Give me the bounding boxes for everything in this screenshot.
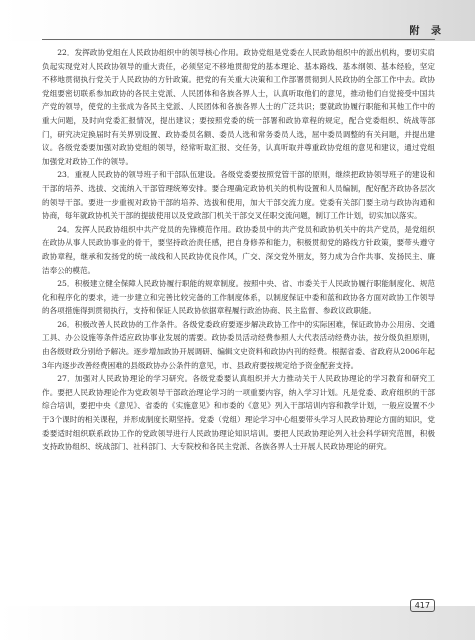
- running-header-title: 附 录: [409, 26, 445, 37]
- paragraph-26: 26．积极改善人民政协的工作条件。各级党委政府要逐步解决政协工作中的实际困难，保证政协办公用房、交通工具、办公设施等条件适应政协事业发展的需要。政协委员活动经费参照人大代表活动经费办法，按分级负担原则，由各级财政分别给予解决。逐步增加政协开展调研、编辑文史资料和政协内刊的经费。根据省委、省政府从2006年起3年内逐步改善经费困难的县级政协办公条件的意见，市、县政府要按规定给予资金配套支持。: [42, 319, 435, 370]
- paragraph-27: 27．加强对人民政协理论的学习研究。各级党委要认真组织并大力推动关于人民政协理论的学习教育和研究工作。要把人民政协理论作为党政领导干部政治理论学习的一项重要内容，纳入学习计划。凡是党委、政府组织的干部综合培训，要把中央《意见》、省委的《实施意见》和市委的《意见》列入干部培训内容和教学计划，一般应设置不少于3个课时的相关课程，并形成制度长期坚持。党委（党组）理论学习中心组要带头学习人民政协理论方面的知识，党委要适时组织联系政协工作的党政领导进行人民政协理论知识培训。要把人民政协理论列入社会科学研究范围，积极支持政协组织、统战部门、社科部门、大专院校和各民主党派、各族各界人士开展人民政协理论的研究。: [42, 374, 435, 452]
- paragraph-22: 22．发挥政协党组在人民政协组织中的领导核心作用。政协党组是党委在人民政协组织中的派出机构，要切实肩负起实现党对人民政协领导的重大责任，必须坚定不移地贯彻党的基本理论、基本路线、基本纲领、基本经验，坚定不移地贯彻执行党关于人民政协的方针政策。把党的有关重大决策和工作部署贯彻到人民政协的全部工作中去。政协党组要密切联系参加政协的各民主党派、人民团体和各族各界人士，认真听取他们的意见，推动他们自觉接受中国共产党的领导，使党的主张成为各民主党派、人民团体和各族各界人士的广泛共识；要就政协履行职能和其他工作中的重大问题，及时向党委汇报情况，提出建议；要按照党委的统一部署和政协章程的规定，配合党委组织、统战等部门，研究决定换届时有关界别设置、政协委员名额、委员人选和常务委员人选，屈中委员调整的有关问题，并提出建议。各级党委要加强对政协党组的领导，经常听取汇报、交任务，认真听取并尊重政协党组的意见和建议，通过党组加强党对政协工作的领导。: [42, 48, 435, 166]
- page-header-band: [0, 0, 475, 41]
- paragraph-23: 23．重视人民政协的领导班子和干部队伍建设。各级党委要按照党管干部的原则，继续把政协领导班子的建设和干部的培养、选拔、交流纳入干部管理统筹安排。要合理确定政协机关的机构设置和人员编制，配好配齐政协各层次的领导干部。要进一步重视对政协干部的培养、选拔和使用，加大干部交流力度。党委有关部门要主动与政协沟通和协商，每年就政协机关干部的提拔使用以及党政部门机关干部交叉任职交流问题，制订工作计划，切实加以落实。: [42, 170, 435, 221]
- page-number: 417: [410, 599, 435, 612]
- paragraph-25: 25．积极建立健全保障人民政协履行职能的规章制度。按照中央、省、市委关于人民政协履行职能制度化、规范化和程序化的要求，进一步建立和完善比较完备的工作制度体系，以制度保证中委和蓝和政协各方面对政协工作领导的各项措施得到贯彻执行，支持和保证人民政协依据章程履行政治协商、民主监督、参政议政职能。: [42, 279, 435, 316]
- header-rule: [42, 39, 435, 40]
- paragraph-24: 24．发挥人民政协组织中共产党员的先锋模范作用。政协委员中的共产党员和政协机关中的共产党员，是党组织在政协从事人民政协事业的骨干，要坚持政治责任感，把自身修养和能力，积极贯彻党的路线方针政策，要带头遵守政协章程，继承和发扬党的统一战线和人民政协优良作风，广交、深交党外朋友，努力成为合作共事、发扬民主、廉洁奉公的模范。: [42, 224, 435, 275]
- body-text: [42, 46, 435, 454]
- page-footer-band: [0, 606, 475, 640]
